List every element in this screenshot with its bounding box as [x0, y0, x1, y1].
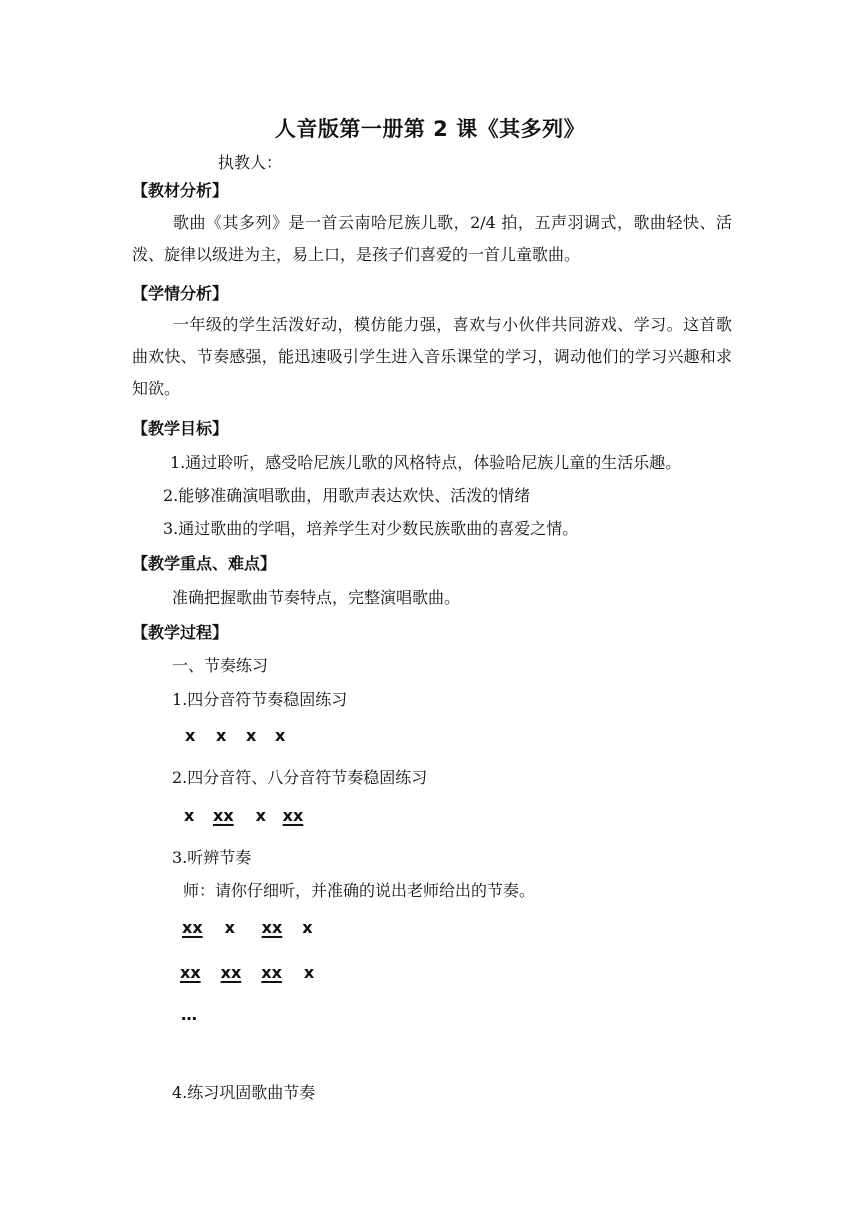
- rhythm-note: xx: [261, 918, 283, 937]
- rhythm-note: x: [224, 918, 235, 937]
- goal-item-3: 3.通过歌曲的学唱，培养学生对少数民族歌曲的喜爱之情。: [163, 519, 579, 538]
- goal-item-2: 2.能够准确演唱歌曲，用歌声表达欢快、活泼的情绪: [163, 486, 531, 505]
- process-step4: 4.练习巩固歌曲节奏: [172, 1083, 316, 1102]
- rhythm-note: x: [275, 726, 286, 745]
- heading-goals: 【教学目标】: [132, 419, 229, 438]
- students-text: 一年级的学生活泼好动，模仿能力强，喜欢与小伙伴共同游戏、学习。这首歌曲欢快、节奏感强，能迅速吸引学生进入音乐课堂的学习，调动他们的学习兴趣和求知欲。: [132, 315, 732, 398]
- rhythm-note: x: [216, 726, 227, 745]
- rhythm-note: xx: [182, 918, 203, 937]
- teacher-prompt: 师：请你仔细听，并准确的说出老师给出的节奏。: [183, 881, 536, 900]
- rhythm-line-1: [185, 726, 285, 745]
- rhythm-ellipsis: …: [181, 1005, 197, 1024]
- material-text: 歌曲《其多列》是一首云南哈尼族儿歌，2/4 拍，五声羽调式，歌曲轻快、活泼、旋律以级进为主，易上口，是孩子们喜爱的一首儿童歌曲。: [132, 213, 732, 264]
- rhythm-note: xx: [180, 963, 201, 982]
- rhythm-note: x: [255, 806, 266, 825]
- goal-item-1: 1.通过聆听，感受哈尼族儿歌的风格特点，体验哈尼族儿童的生活乐趣。: [170, 453, 682, 472]
- rhythm-note: x: [302, 918, 313, 937]
- process-step1: 1.四分音符节奏稳固练习: [172, 690, 348, 709]
- rhythm-line-2: [184, 806, 303, 825]
- rhythm-line-4: [180, 963, 314, 982]
- heading-students: 【学情分析】: [132, 284, 229, 303]
- process-step3: 3.听辨节奏: [172, 848, 252, 867]
- heading-process: 【教学过程】: [132, 623, 229, 642]
- rhythm-note: xx: [282, 806, 304, 825]
- rhythm-note: x: [303, 963, 315, 982]
- rhythm-note: x: [185, 726, 196, 745]
- process-part1: 一、节奏练习: [172, 656, 269, 675]
- rhythm-note: xx: [261, 963, 282, 982]
- rhythm-note: x: [246, 726, 257, 745]
- heading-key-points: 【教学重点、难点】: [132, 554, 277, 573]
- rhythm-note: x: [184, 806, 195, 825]
- process-step2: 2.四分音符、八分音符节奏稳固练习: [172, 768, 428, 787]
- rhythm-note: xx: [220, 963, 242, 982]
- rhythm-note: xx: [213, 806, 234, 825]
- key-points-text: 准确把握歌曲节奏特点，完整演唱歌曲。: [172, 588, 461, 607]
- author-label: 执教人：: [218, 153, 283, 172]
- rhythm-line-3: [182, 918, 313, 937]
- page-title: 人音版第一册第 2 课《其多列》: [274, 117, 586, 141]
- heading-material: 【教材分析】: [132, 181, 229, 200]
